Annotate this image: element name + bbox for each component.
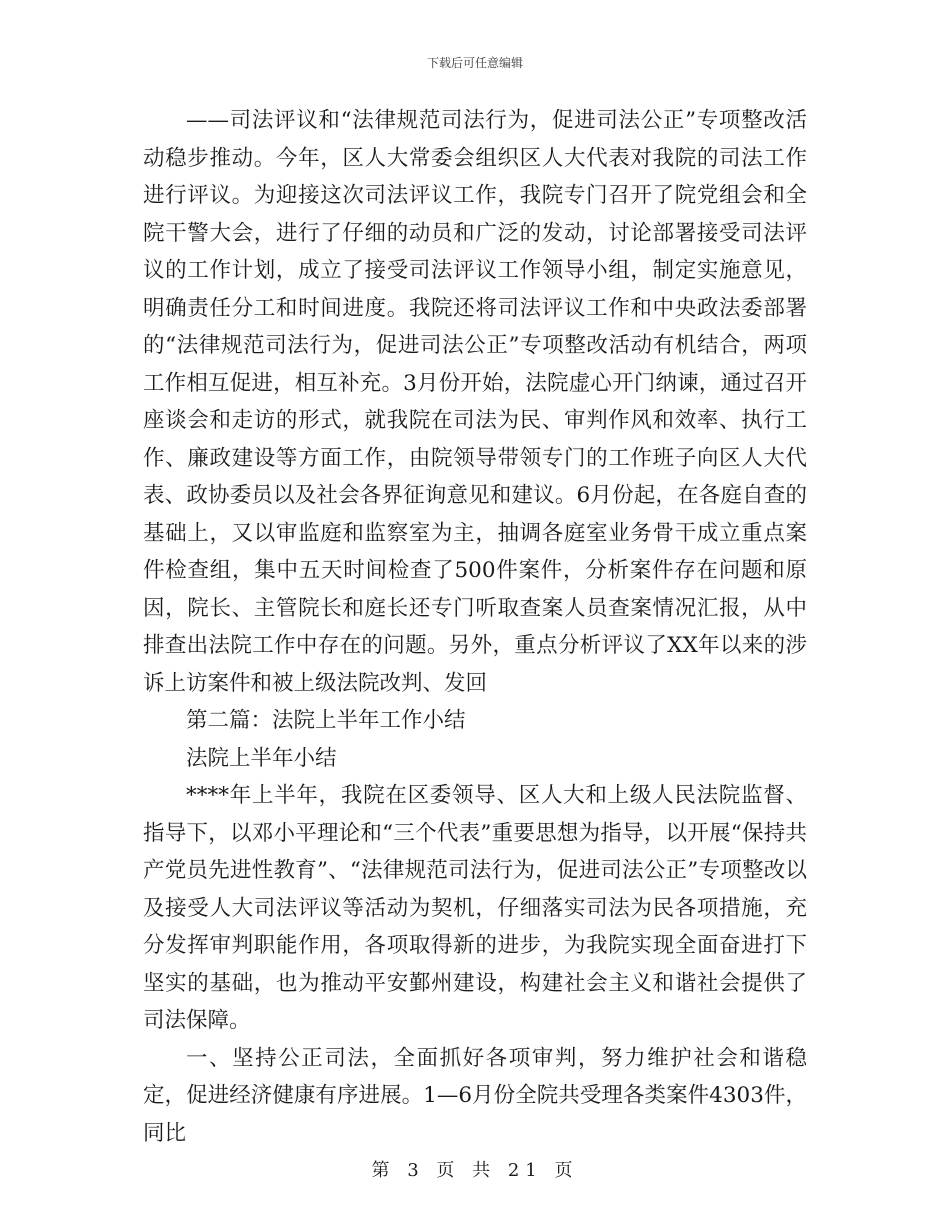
- paragraph-section-one: 一、坚持公正司法，全面抓好各项审判，努力维护社会和谐稳定，促进经济健康有序进展。1—6月份全院共受理各类案件4303件，同比: [143, 1045, 807, 1146]
- document-title: 法院上半年小结: [186, 745, 337, 771]
- page-number: 第 3 页 共 21 页: [371, 1160, 579, 1181]
- header-note: 下载后可任意编辑: [426, 56, 523, 70]
- document-body: [143, 102, 807, 1152]
- paragraph-intro: ****年上半年，我院在区委领导、区人大和上级人民法院监督、指导下，以邓小平理论和“三个代表”重要思想为指导，以开展“保持共产党员先进性教育”、“法律规范司法行为，促进司法公正”专项整改以及接受人大司法评议等活动为契机，仔细落实司法为民各项措施，充分发挥审判职能作用，各项取得新的进步，为我院实现全面奋进打下坚实的基础，也为推动平安鄞州建设，构建社会主义和谐社会提供了司法保障。: [143, 783, 807, 1033]
- section-heading: 第二篇：法院上半年工作小结: [186, 708, 466, 733]
- paragraph-judicial-review: ——司法评议和“法律规范司法行为，促进司法公正”专项整改活动稳步推动。今年，区人大常委会组织区人大代表对我院的司法工作进行评议。为迎接这次司法评议工作，我院专门召开了院党组会和全院干警大会，进行了仔细的动员和广泛的发动，讨论部署接受司法评议的工作计划，成立了接受司法评议工作领导小组，制定实施意见，明确责任分工和时间进度。我院还将司法评议工作和中央政法委部署的“法律规范司法行为，促进司法公正”专项整改活动有机结合，两项工作相互促进，相互补充。3月份开始，法院虚心开门纳谏，通过召开座谈会和走访的形式，就我院在司法为民、审判作风和效率、执行工作、廉政建设等方面工作，由院领导带领专门的工作班子向区人大代表、政协委员以及社会各界征询意见和建议。6月份起，在各庭自查的基础上，又以审监庭和监察室为主，抽调各庭室业务骨干成立重点案件检查组，集中五天时间检查了500件案件，分析案件存在问题和原因，院长、主管院长和庭长还专门听取查案人员查案情况汇报，从中排查出法院工作中存在的问题。另外，重点分析评议了XX年以来的涉诉上访案件和被上级法院改判、发回: [143, 108, 807, 696]
